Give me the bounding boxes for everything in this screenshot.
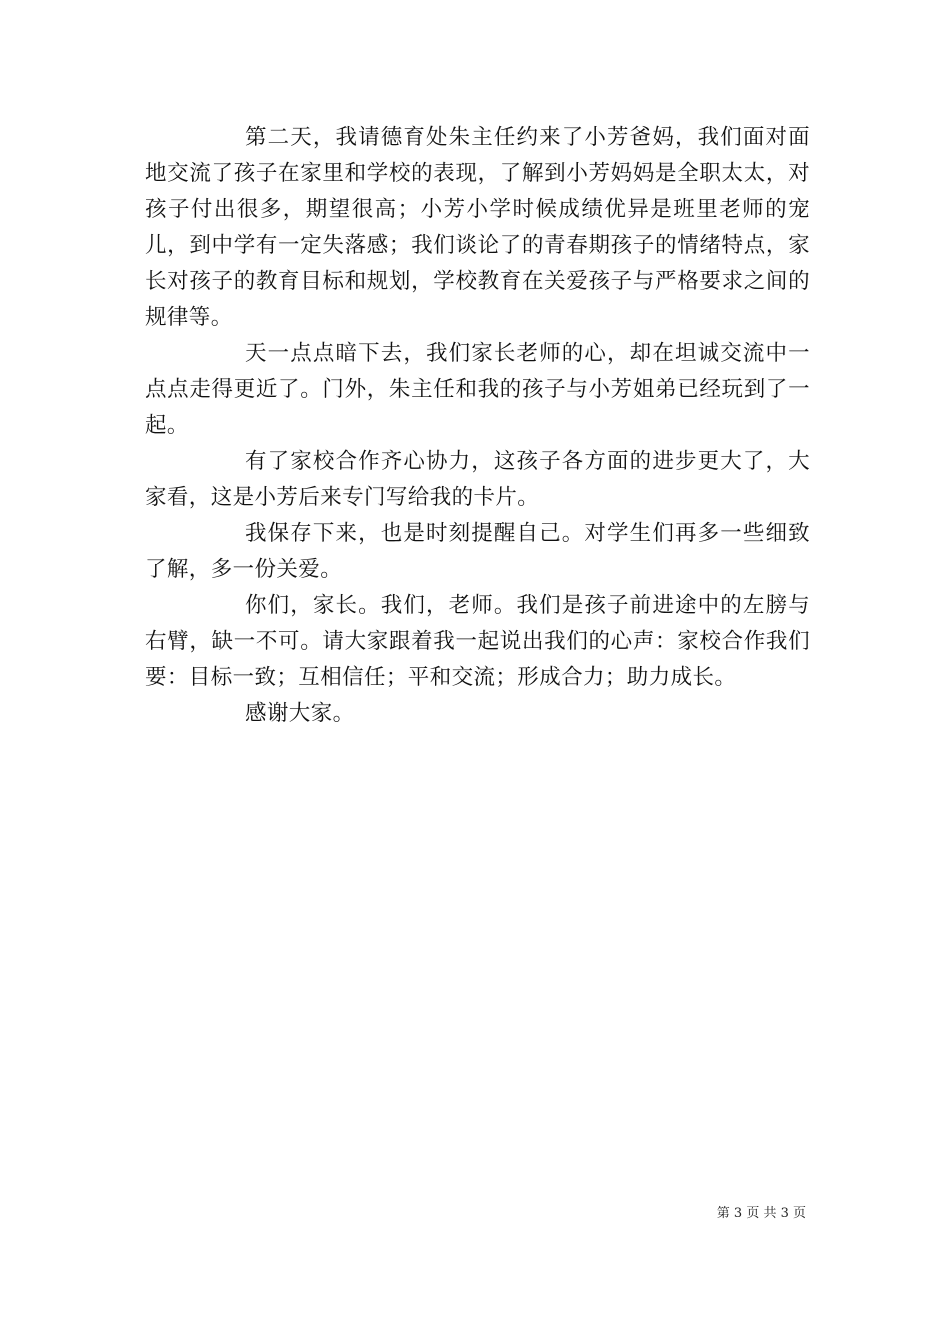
paragraph-5: 你们，家长。我们，老师。我们是孩子前进途中的左膀与右臂，缺一不可。请大家跟着我一起说出我们的心声：家校合作我们要：目标一致；互相信任；平和交流；形成合力；助力成长。: [145, 593, 810, 690]
page-footer: 第 3 页 共 3 页: [716, 1206, 806, 1221]
paragraph-4: 我保存下来，也是时刻提醒自己。对学生们再多一些细致了解，多一份关爱。: [145, 521, 810, 582]
document-body: [145, 120, 810, 732]
paragraph-1: 第二天，我请德育处朱主任约来了小芳爸妈，我们面对面地交流了孩子在家里和学校的表现，了解到小芳妈妈是全职太太，对孩子付出很多，期望很高；小芳小学时候成绩优异是班里老师的宠儿，到中学有一定失落感；我们谈论了的青春期孩子的情绪特点，家长对孩子的教育目标和规划，学校教育在关爱孩子与严格要求之间的规律等。: [145, 125, 810, 330]
paragraph-6: 感谢大家。: [245, 701, 355, 726]
paragraph-2: 天一点点暗下去，我们家长老师的心，却在坦诚交流中一点点走得更近了。门外，朱主任和我的孩子与小芳姐弟已经玩到了一起。: [145, 341, 810, 438]
paragraph-3: 有了家校合作齐心协力，这孩子各方面的进步更大了，大家看，这是小芳后来专门写给我的卡片。: [145, 449, 810, 510]
